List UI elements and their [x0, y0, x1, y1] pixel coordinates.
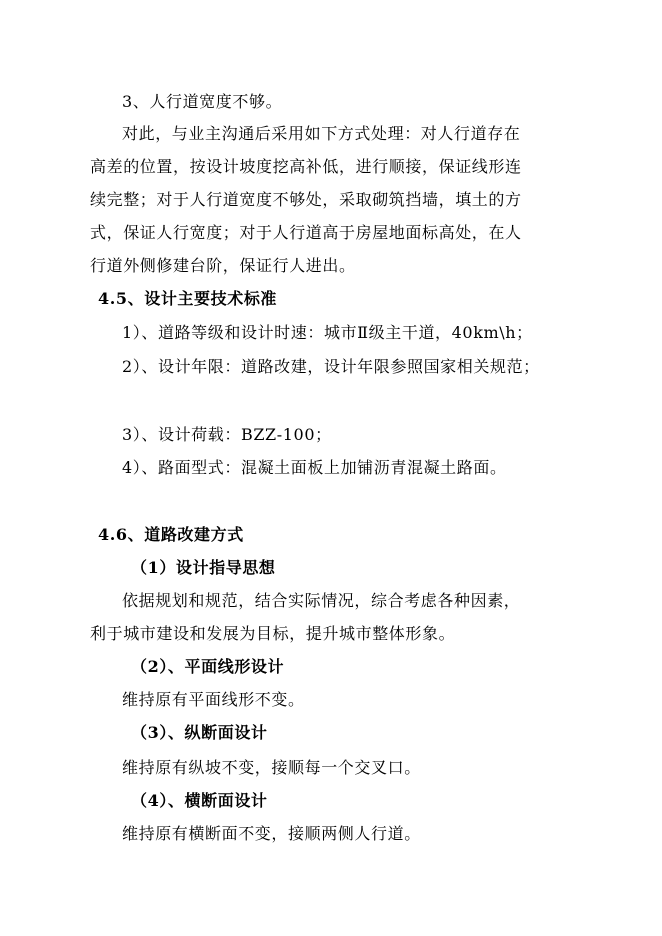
standard-item-2: 2）、设计年限：道路改建，设计年限参照国家相关规范； — [122, 357, 540, 376]
item3-heading: 3、人行道宽度不够。 — [122, 92, 283, 111]
standard-item-3: 3）、设计荷载：BZZ-100； — [122, 425, 332, 444]
subsection-3-text: 维持原有纵坡不变，接顺每一个交叉口。 — [122, 758, 421, 777]
subsection-2-heading: （2）、平面线形设计 — [131, 657, 285, 676]
subsection-1-heading: （1）设计指导思想 — [131, 558, 276, 577]
paragraph-line: 式，保证人行宽度；对于人行道高于房屋地面标高处，在人 — [90, 223, 522, 242]
paragraph-line: 依据规划和规范，结合实际情况，综合考虑各种因素， — [122, 591, 521, 610]
section-4-6-heading: 4.6、道路改建方式 — [98, 525, 244, 544]
subsection-3-heading: （3）、纵断面设计 — [131, 723, 268, 742]
subsection-4-heading: （4）、横断面设计 — [131, 791, 268, 810]
standard-item-4: 4）、路面型式：混凝土面板上加铺沥青混凝土路面。 — [122, 458, 507, 477]
paragraph-line: 续完整；对于人行道宽度不够处，采取砌筑挡墙，填土的方 — [90, 190, 522, 209]
paragraph-line: 行道外侧修建台阶，保证行人进出。 — [90, 256, 356, 275]
paragraph-line: 高差的位置，按设计坡度挖高补低，进行顺接，保证线形连 — [90, 157, 522, 176]
paragraph-line: 利于城市建设和发展为目标，提升城市整体形象。 — [90, 624, 456, 643]
subsection-4-text: 维持原有横断面不变，接顺两侧人行道。 — [122, 824, 421, 843]
standard-item-1: 1）、道路等级和设计时速：城市Ⅱ级主干道，40km\h； — [122, 323, 533, 342]
subsection-2-text: 维持原有平面线形不变。 — [122, 690, 305, 709]
section-4-5-heading: 4.5、设计主要技术标准 — [98, 289, 278, 308]
paragraph-line: 对此，与业主沟通后采用如下方式处理：对人行道存在 — [122, 124, 521, 143]
